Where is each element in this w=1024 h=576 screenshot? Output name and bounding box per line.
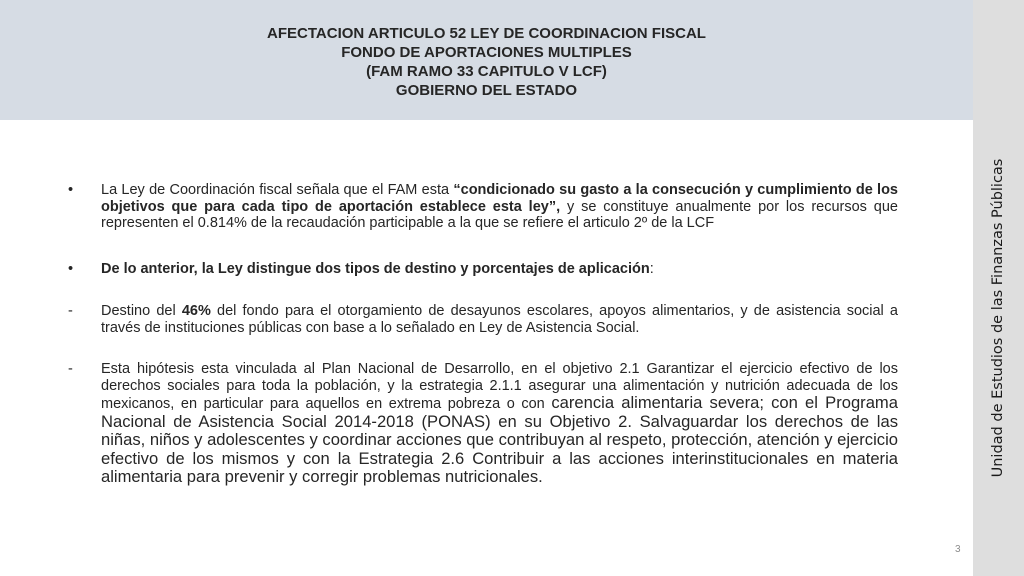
dash-item-plan-nacional xyxy=(68,361,898,487)
dash-item-destino-46 xyxy=(68,303,898,336)
header-title-line-3: (FAM RAMO 33 CAPITULO V LCF) xyxy=(366,63,607,80)
sidebar xyxy=(973,0,1024,576)
bullet-text-rest: y se constituye anualmente por los recursos que representen el 0.814% de la recaudación participable a la que se refiere el articulo 2º de la LCF xyxy=(101,198,898,231)
dash-marker: - xyxy=(68,303,73,319)
dash-text-ponas: carencia alimentaria severa; con el Programa Nacional de Asistencia Social 2014-2018 (PONAS) en su Objetivo 2. Salvaguardar los derechos de las niñas, niños y adolescentes y coordinar acciones que contribuyan al respeto, protección, atención y ejercicio efectivo de los mismos y con la Estrategia 2.6 Contribuir a las acciones interinstitucionales en materia alimentaria para prevenir y corregir problemas nutricionales. xyxy=(101,393,898,486)
dash-text-plan: Esta hipótesis esta vinculada al Plan Nacional de Desarrollo, en el objetivo 2.1 Garantizar el ejercicio efectivo de los derechos sociales para toda la población, y la estrategia 2.1.1 asegurar una alimentación y nutrición adecuada de los mexicanos, en particular para aquellos en extrema pobreza o con xyxy=(101,361,898,412)
slide-header xyxy=(0,0,973,120)
bullet-text-bold: De lo anterior, la Ley distingue dos tipos de destino y porcentajes de aplicación xyxy=(101,260,650,277)
bullet-marker: • xyxy=(68,260,74,277)
dash-text-percent: 46% xyxy=(181,303,211,319)
bullet-marker: • xyxy=(68,182,74,198)
bullet-item-tipos-destino xyxy=(68,261,898,278)
slide-content xyxy=(68,182,898,487)
header-title-line-1: AFECTACION ARTICULO 52 LEY DE COORDINACION FISCAL xyxy=(267,25,706,42)
header-title-line-2: FONDO DE APORTACIONES MULTIPLES xyxy=(341,44,632,61)
bullet-text-quote: “condicionado su gasto a la consecución y cumplimiento de los objetivos que para cada tipo de aportación establece esta ley”, xyxy=(101,182,898,215)
page-number: 3 xyxy=(955,544,961,555)
dash-marker: - xyxy=(68,361,73,377)
bullet-item-fam-definition xyxy=(68,182,898,232)
dash-text-rest: del fondo para el otorgamiento de desayunos escolares, apoyos alimentarios, y de asistencia social a través de instituciones públicas con base a lo señalado en Ley de Asistencia Social. xyxy=(101,303,898,336)
header-title-line-4: GOBIERNO DEL ESTADO xyxy=(395,82,578,99)
bullet-text-intro: La Ley de Coordinación fiscal señala que el FAM esta xyxy=(101,182,454,198)
sidebar-label: Unidad de Estudios de las Finanzas Públicas xyxy=(990,158,1006,478)
dash-text-intro: Destino del xyxy=(101,303,182,319)
bullet-text-colon: : xyxy=(649,260,654,277)
